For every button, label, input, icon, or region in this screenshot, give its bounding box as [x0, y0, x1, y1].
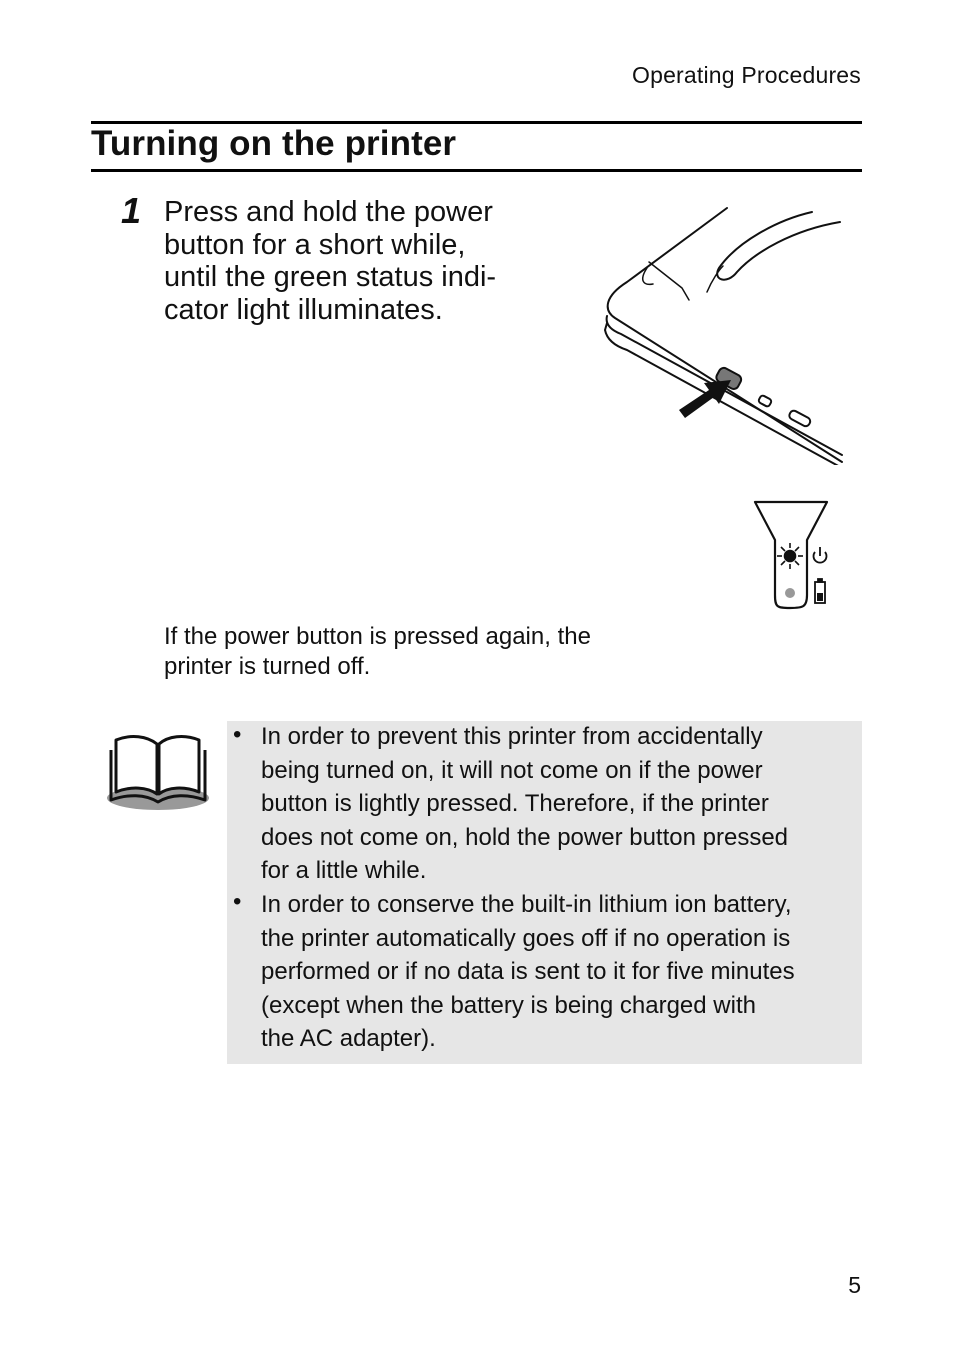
note-line: button is lightly pressed. Therefore, if the printer [261, 790, 769, 818]
open-book-icon [103, 730, 213, 815]
power-off-note [164, 622, 591, 682]
note-bullet-2 [261, 888, 795, 1056]
note-bullet-1 [261, 720, 788, 888]
note-line: In order to prevent this printer from accidentally [261, 723, 763, 750]
power-icon [814, 547, 827, 563]
pointing-arrow-icon [679, 380, 731, 418]
note-line: does not come on, hold the power button pressed [261, 823, 789, 851]
note-line: for a little while. [261, 857, 427, 885]
step-line: until the green status indi- [164, 261, 497, 294]
note-line: printer is turned off. [164, 653, 371, 680]
page-number: 5 [848, 1272, 861, 1298]
step-line: button for a short while, [164, 228, 466, 261]
bottom-rule [91, 169, 862, 172]
note-line: being turned on, it will not come on if the power [261, 756, 763, 784]
bullet-marker: • [233, 888, 242, 915]
section-title: Turning on the printer [91, 124, 457, 163]
step-line: Press and hold the power [164, 196, 493, 228]
step-instruction [164, 196, 564, 326]
note-line: performed or if no data is sent to it for five minutes [261, 958, 795, 986]
note-line: the printer automatically goes off if no operation is [261, 924, 791, 952]
running-header: Operating Procedures [631, 62, 861, 88]
lit-led-icon [777, 543, 803, 569]
step-number: 1 [121, 190, 142, 231]
status-indicator-illustration [745, 495, 840, 615]
battery-icon [815, 579, 825, 603]
step-line: cator light illuminates. [164, 293, 443, 326]
note-line: (except when the battery is being charged with [261, 991, 756, 1019]
note-line: If the power button is pressed again, the [164, 623, 591, 650]
bullet-marker: • [233, 721, 242, 748]
unlit-led-icon [785, 588, 795, 598]
printer-illustration [597, 200, 847, 465]
note-line: the AC adapter). [261, 1025, 436, 1053]
note-line: In order to conserve the built-in lithium ion battery, [261, 891, 792, 918]
